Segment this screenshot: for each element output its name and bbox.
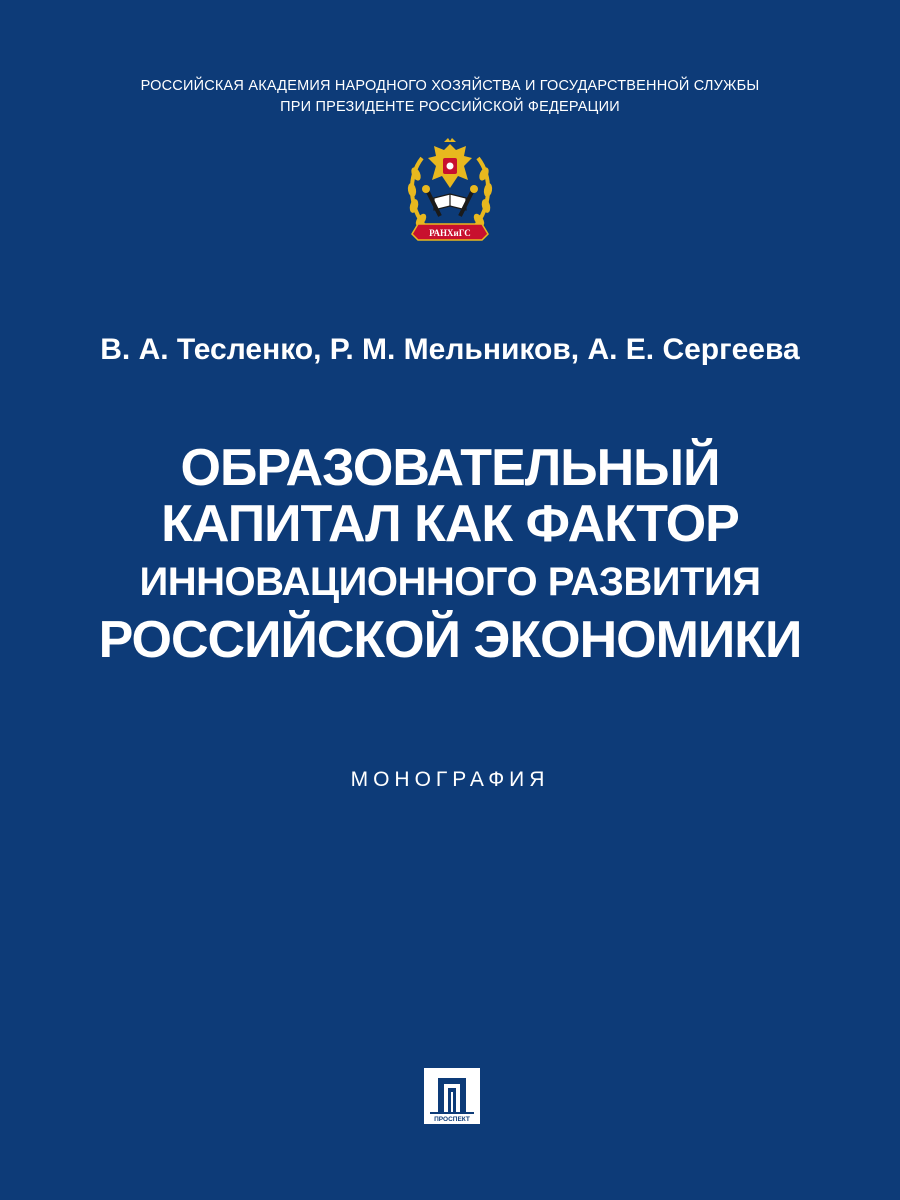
- title-line-2: КАПИТАЛ КАК ФАКТОР: [161, 495, 739, 553]
- title-line-3: ИННОВАЦИОННОГО РАЗВИТИЯ: [139, 560, 761, 604]
- authors: В. А. Тесленко, Р. М. Мельников, А. Е. Сергеева: [100, 333, 800, 366]
- institution-line-1: РОССИЙСКАЯ АКАДЕМИЯ НАРОДНОГО ХОЗЯЙСТВА И ГОСУДАРСТВЕННОЙ СЛУЖБЫ: [140, 78, 760, 94]
- emblem-ribbon-text: РАНХиГС: [429, 228, 471, 238]
- genre-label: МОНОГРАФИЯ: [350, 768, 550, 791]
- title-line-1: ОБРАЗОВАТЕЛЬНЫЙ: [180, 439, 720, 497]
- prospekt-logo-icon: [424, 1068, 480, 1124]
- title-line-4: РОССИЙСКОЙ ЭКОНОМИКИ: [98, 611, 802, 669]
- book-title: [0, 440, 900, 668]
- ranepa-emblem-icon: [404, 136, 496, 248]
- publisher-name: ПРОСПЕКТ: [434, 1116, 470, 1123]
- institution-line-2: ПРИ ПРЕЗИДЕНТЕ РОССИЙСКОЙ ФЕДЕРАЦИИ: [280, 99, 620, 115]
- institution-name: [0, 76, 900, 118]
